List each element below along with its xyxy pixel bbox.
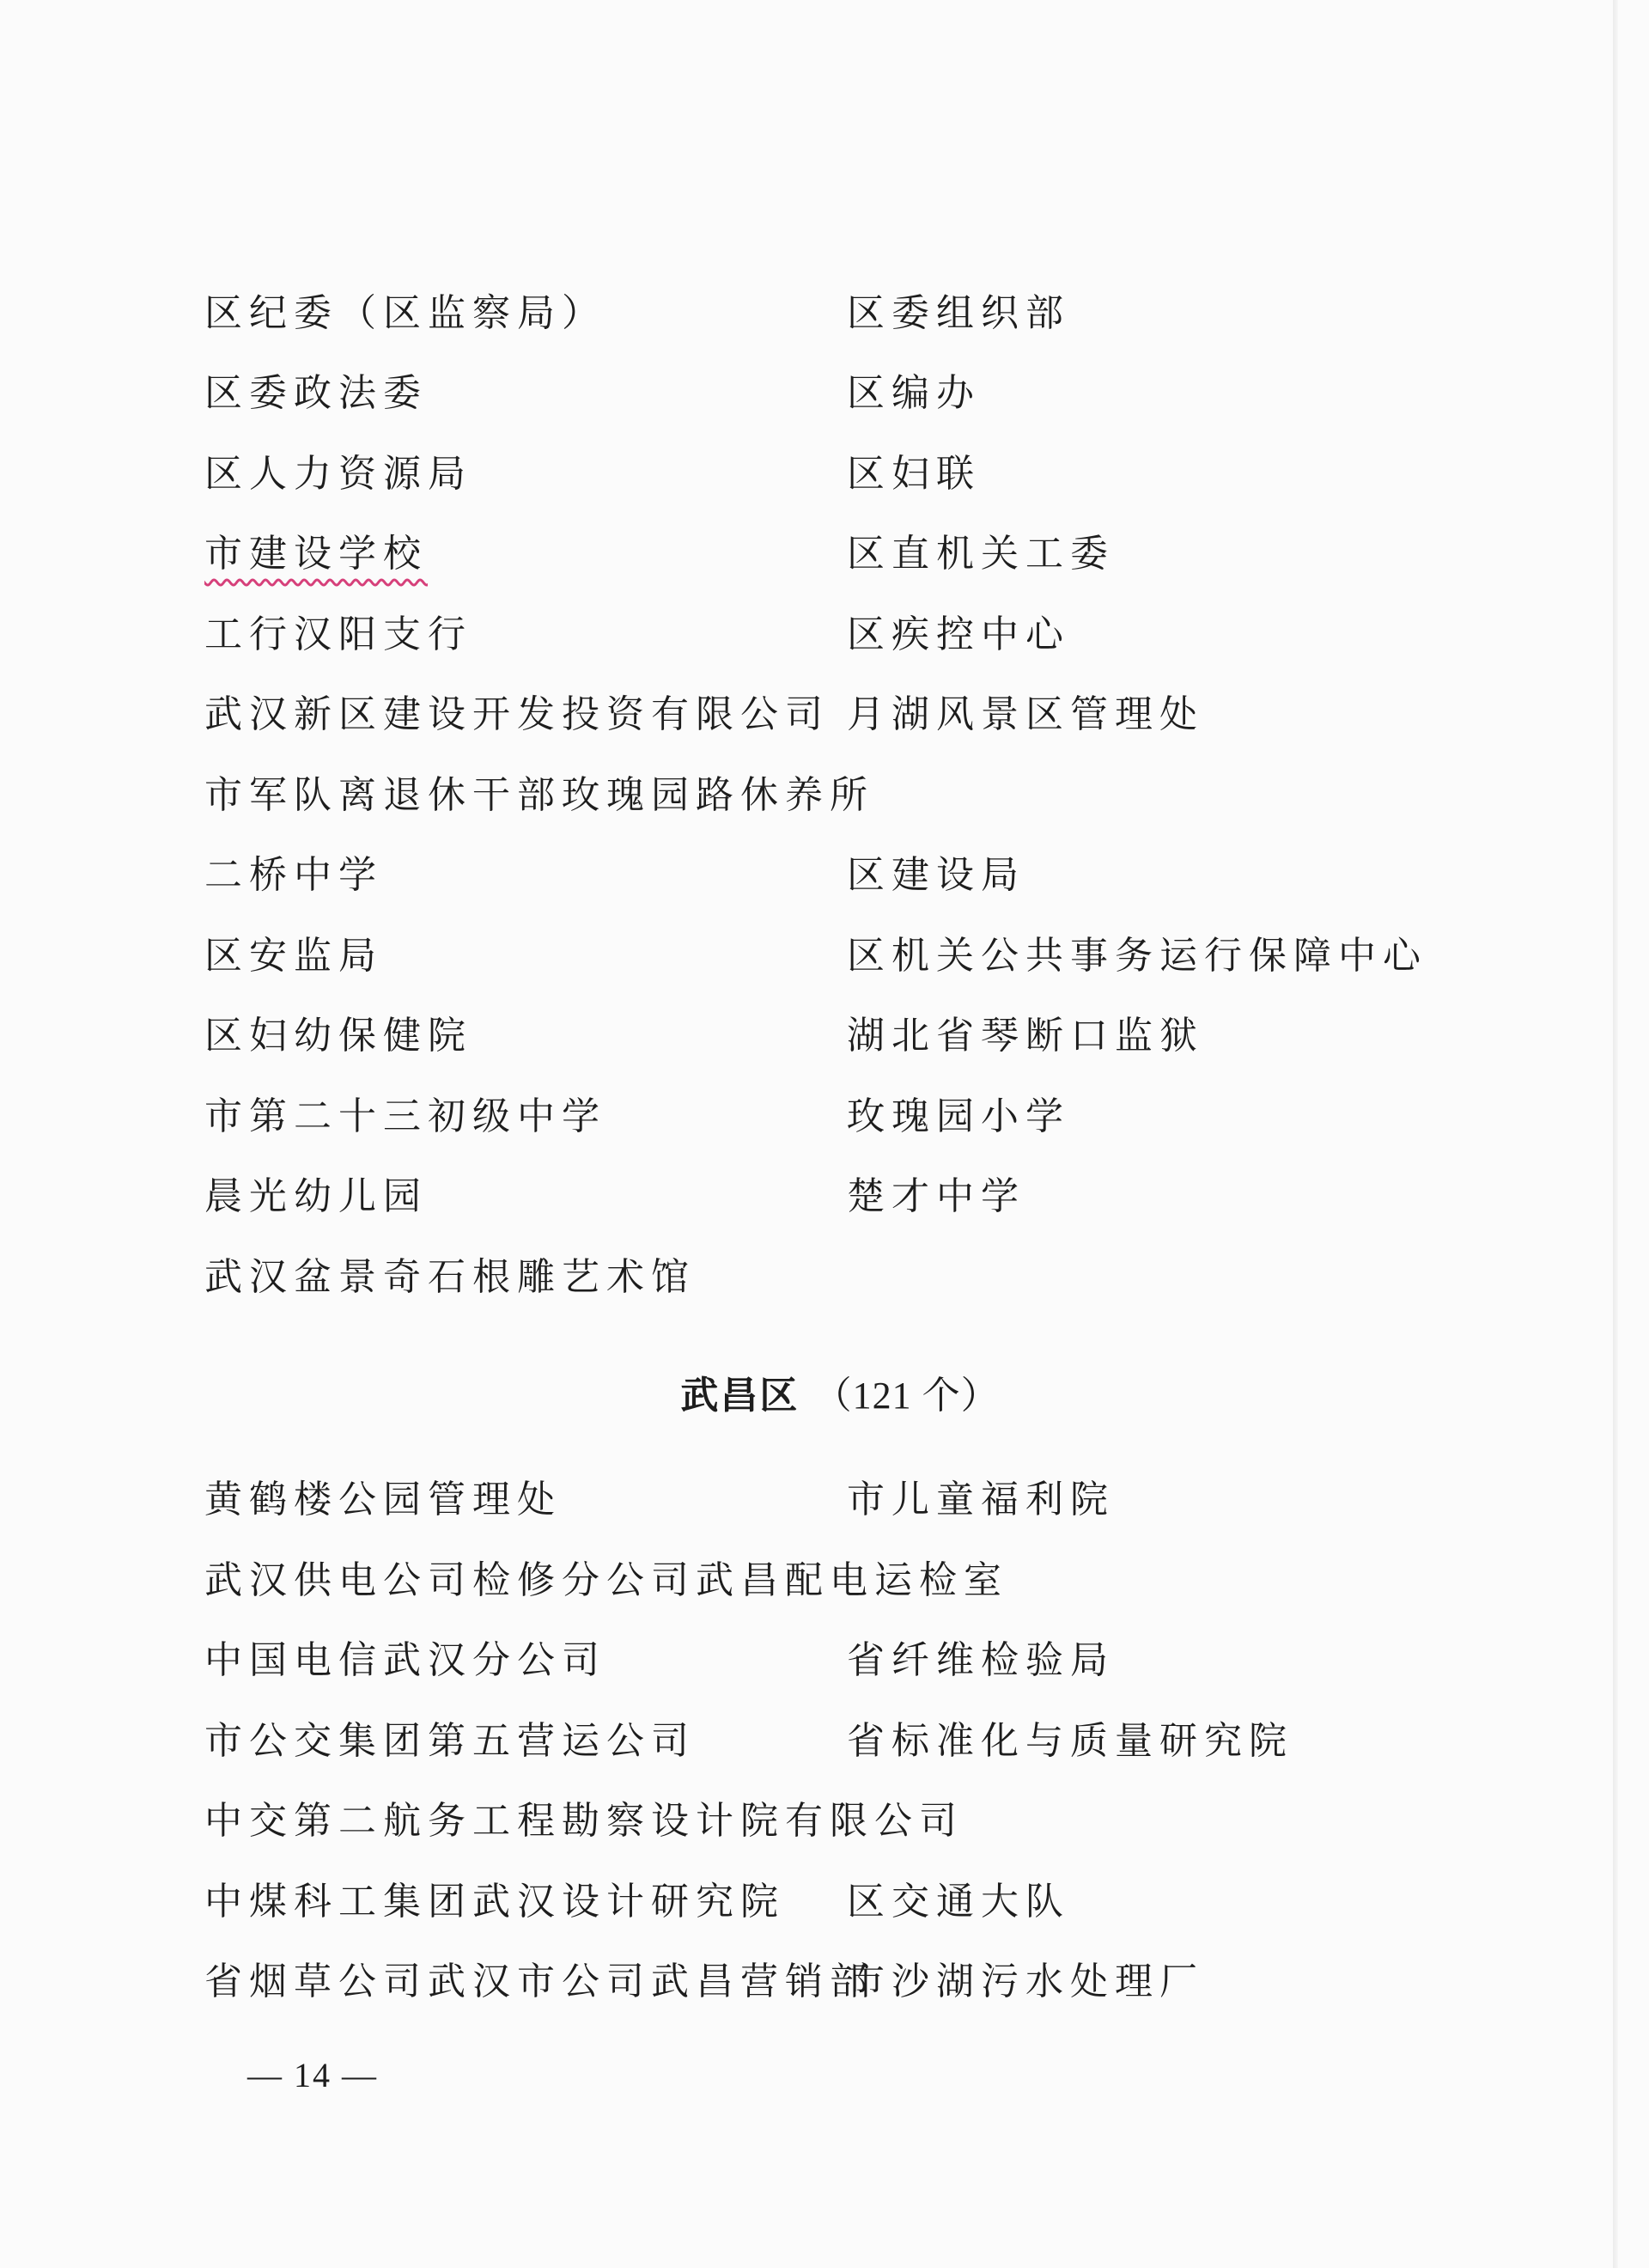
list-item: 楚才中学 [847,1174,1025,1219]
list-item: 玫瑰园小学 [847,1094,1070,1138]
list-item: 湖北省琴断口监狱 [847,1014,1204,1058]
page-number: — 14 — [247,2056,378,2094]
list-item: 区安监局 [204,933,383,978]
list-item: 武汉新区建设开发投资有限公司 [204,692,830,737]
list-item: 省标准化与质量研究院 [847,1718,1293,1763]
list-item: 市军队离退休干部玫瑰园路休养所 [204,772,874,817]
list-item: 武汉盆景奇石根雕艺术馆 [204,1254,696,1299]
list-item: 区纪委（区监察局） [204,290,606,335]
section-wuchang-list [204,1460,1441,2023]
list-item: 区编办 [847,371,981,416]
list-item: 晨光幼儿园 [204,1174,428,1219]
list-item: 区妇联 [847,451,981,496]
page-edge-shadow [1613,0,1618,2268]
document-body [204,273,1441,2022]
list-item: 工行汉阳支行 [204,612,472,656]
list-item: 市沙湖污水处理厂 [847,1960,1204,2004]
list-item: 区机关公共事务运行保障中心 [847,933,1427,978]
list-item: 市第二十三初级中学 [204,1094,606,1138]
list-item: 二桥中学 [204,853,383,898]
district-count: （121 个） [813,1374,1000,1417]
list-item: 月湖风景区管理处 [847,692,1204,737]
list-item: 武汉供电公司检修分公司武昌配电运检室 [204,1558,1008,1602]
list-item: 黄鹤楼公园管理处 [204,1478,562,1522]
list-item: 区委政法委 [204,371,428,416]
list-item: 市公交集团第五营运公司 [204,1718,696,1763]
list-item: 区疾控中心 [847,612,1070,656]
list-item: 中煤科工集团武汉设计研究院 [204,1879,785,1924]
section-heading [204,1364,1441,1419]
list-item: 市儿童福利院 [847,1478,1115,1522]
district-name: 武昌区 [680,1373,800,1418]
list-item: 区交通大队 [847,1879,1070,1924]
list-item: 中国电信武汉分公司 [204,1638,606,1683]
list-item: 区建设局 [847,853,1025,898]
list-item: 省烟草公司武汉市公司武昌营销部 [204,1960,874,2004]
list-item: 区直机关工委 [847,532,1115,576]
list-item: 区委组织部 [847,290,1070,335]
section-hanyang-list [204,273,1441,1318]
list-item: 区人力资源局 [204,451,472,496]
list-item: 省纤维检验局 [847,1638,1115,1683]
list-item: 中交第二航务工程勘察设计院有限公司 [204,1799,964,1844]
list-item-underlined [204,532,847,576]
handwritten-underline: 市建设学校 [204,532,428,576]
list-item: 区妇幼保健院 [204,1014,472,1058]
